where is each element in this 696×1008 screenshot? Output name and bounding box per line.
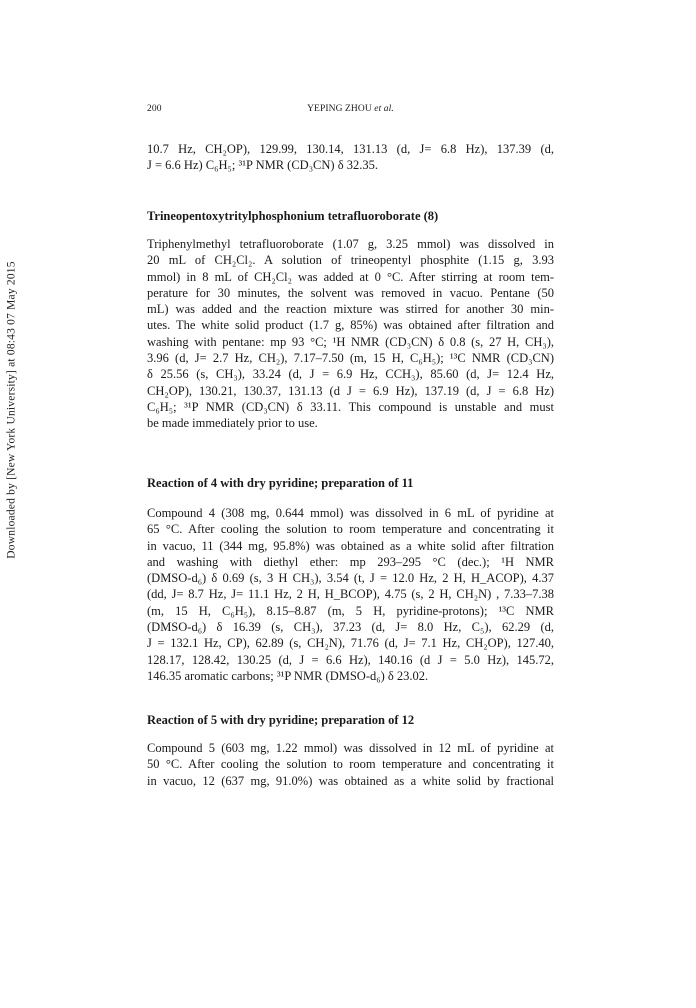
page-header: [147, 104, 554, 118]
section-heading-12: Reaction of 5 with dry pyridine; preparation of 12: [147, 713, 415, 727]
paragraph-line: Triphenylmethyl tetrafluoroborate (1.07 g, 3.25 mmol) was dissolved in: [147, 237, 554, 251]
paragraph-line: (m, 15 H, C₆H₅), 8.15–8.87 (m, 5 H, pyridine-protons); ¹³C NMR: [147, 603, 554, 618]
paragraph-line: C₆H₅; ³¹P NMR (CD₃CN) δ 33.11. This compound is unstable and must: [147, 399, 554, 414]
paragraph-line: perature for 30 minutes, the solvent was removed in vacuo. Pentane (50: [147, 285, 554, 300]
paragraph-line: 10.7 Hz, CH₂OP), 129.99, 130.14, 131.13 (d, J= 6.8 Hz), 137.39 (d,: [147, 142, 554, 156]
paragraph-line: in vacuo, 11 (344 mg, 95.8%) was obtained as a white solid after filtration: [147, 538, 554, 553]
paragraph-line: Compound 4 (308 mg, 0.644 mmol) was dissolved in 6 mL of pyridine at: [147, 506, 554, 520]
paragraph-line: mL) was added and the reaction mixture was stirred for another 30 min-: [147, 302, 554, 317]
paragraph-line: (DMSO-d₆) δ 0.69 (s, 3 H CH₃), 3.54 (t, J = 12.0 Hz, 2 H, H_ACOP), 4.37: [147, 571, 554, 586]
paragraph-line: mmol) in 8 mL of CH₂Cl₂ was added at 0 °C. After stirring at room tem-: [147, 269, 554, 284]
section-12-paragraph: [147, 740, 554, 789]
paragraph-line: CH₂OP), 130.21, 130.37, 131.13 (d J = 6.9 Hz), 137.19 (d, J = 6.8 Hz): [147, 383, 554, 398]
paragraph-line: 146.35 aromatic carbons; ³¹P NMR (DMSO-d₆) δ 23.02.: [147, 668, 429, 683]
download-note: Downloaded by [New York University] at 08:43 07 May 2015: [6, 261, 18, 559]
download-watermark: [2, 180, 22, 640]
paragraph-line: utes. The white solid product (1.7 g, 85%) was obtained after filtration and: [147, 318, 554, 333]
section-8-paragraph: [147, 236, 554, 432]
paragraph-line: δ 25.56 (s, CH₃), 33.24 (d, J = 6.9 Hz, CCH₃), 85.60 (d, J= 12.4 Hz,: [147, 367, 554, 382]
paragraph-line: in vacuo, 12 (637 mg, 91.0%) was obtained as a white solid by fractional: [147, 773, 554, 788]
section-11-paragraph: [147, 505, 554, 684]
paragraph-line: Compound 5 (603 mg, 1.22 mmol) was dissolved in 12 mL of pyridine at: [147, 741, 554, 755]
paragraph-line: 50 °C. After cooling the solution to room temperature and concentrating it: [147, 757, 554, 772]
paragraph-line: 65 °C. After cooling the solution to room temperature and concentrating it: [147, 522, 554, 537]
section-heading-8: Trineopentoxytritylphosphonium tetrafluoroborate (8): [147, 209, 439, 223]
running-head: [147, 104, 554, 114]
paragraph-line: (DMSO-d₆) δ 16.39 (s, CH₃), 37.23 (d, J= 8.0 Hz, C₅), 62.29 (d,: [147, 620, 554, 635]
running-head-authors: YEPING ZHOU: [307, 104, 372, 114]
page-number: 200: [147, 104, 162, 114]
paragraph-line: be made immediately prior to use.: [147, 416, 318, 431]
paragraph-line: 20 mL of CH₂Cl₂. A solution of trineopentyl phosphite (1.15 g, 3.93: [147, 253, 554, 268]
paragraph-line: J = 6.6 Hz) C₆H₅; ³¹P NMR (CD₃CN) δ 32.35.: [147, 158, 378, 173]
continuation-paragraph: [147, 141, 554, 174]
running-head-etal: et al.: [374, 104, 394, 114]
paragraph-line: (dd, J= 8.7 Hz, J= 11.1 Hz, 2 H, H_BCOP), 4.75 (s, 2 H, CH₂N) , 7.33–7.38: [147, 587, 554, 602]
paragraph-line: washing with pentane: mp 93 °C; ¹H NMR (CD₃CN) δ 0.8 (s, 27 H, CH₃),: [147, 334, 554, 349]
section-heading-11: Reaction of 4 with dry pyridine; preparation of 11: [147, 476, 414, 490]
paragraph-line: J = 132.1 Hz, CP), 62.89 (s, CH₂N), 71.76 (d, J= 7.1 Hz, CH₂OP), 127.40,: [147, 636, 554, 651]
paragraph-line: 3.96 (d, J= 2.7 Hz, CH₂), 7.17–7.50 (m, 15 H, C₆H₅); ¹³C NMR (CD₃CN): [147, 351, 554, 366]
paragraph-line: and washing with diethyl ether: mp 293–295 °C (dec.); ¹H NMR: [147, 554, 554, 569]
paragraph-line: 128.17, 128.42, 130.25 (d, J = 6.6 Hz), 140.16 (d J = 5.0 Hz), 145.72,: [147, 652, 554, 667]
